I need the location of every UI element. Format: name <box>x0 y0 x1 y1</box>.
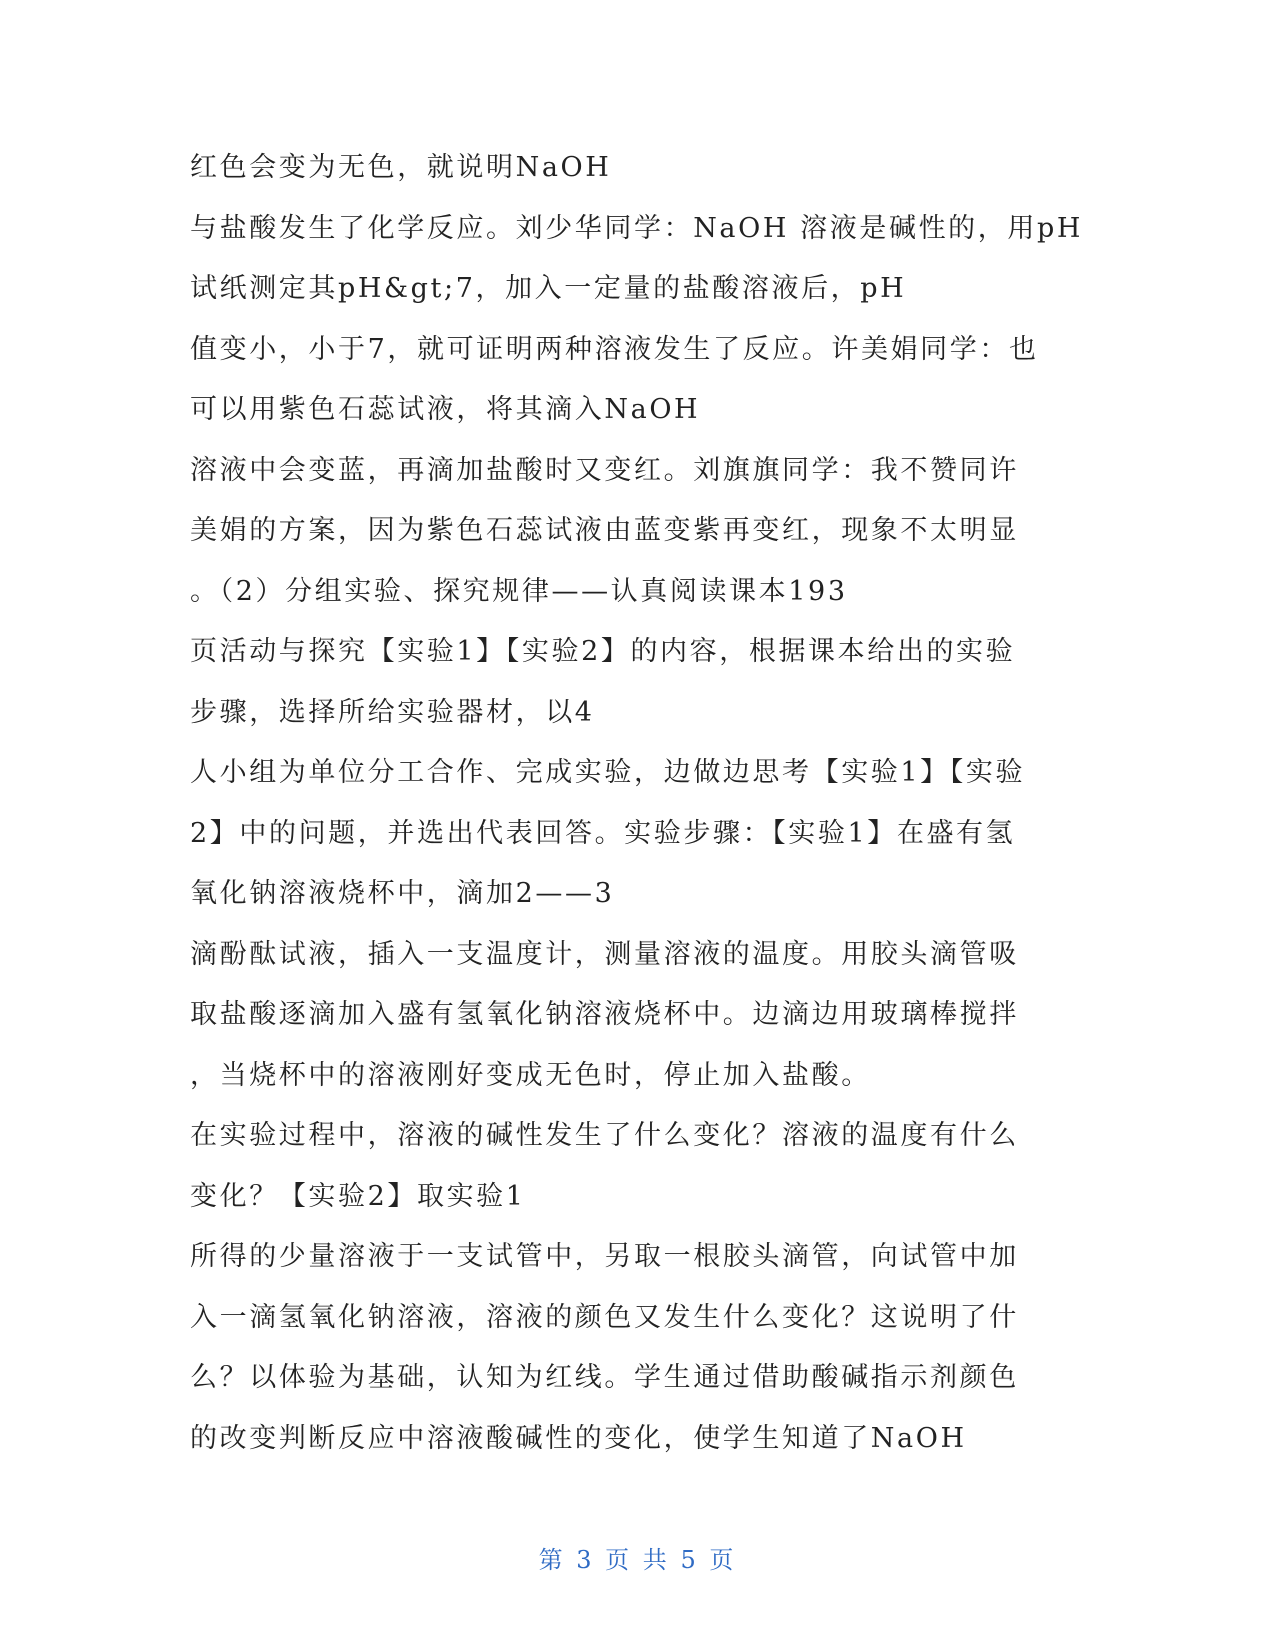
document-body <box>190 148 1090 1479</box>
text-line: 2】中的问题，并选出代表回答。实验步骤：【实验1】在盛有氢 <box>190 817 1016 849</box>
text-line: 。（2）分组实验、探究规律——认真阅读课本193 <box>190 575 848 607</box>
text-line: 与盐酸发生了化学反应。刘少华同学：NaOH 溶液是碱性的，用pH <box>190 212 1084 244</box>
text-line: 人小组为单位分工合作、完成实验，边做边思考【实验1】【实验 <box>190 757 1026 788</box>
text-line: 可以用紫色石蕊试液，将其滴入NaOH <box>190 394 701 425</box>
text-line: 么？以体验为基础，认知为红线。学生通过借助酸碱指示剂颜色 <box>190 1362 1019 1393</box>
text-line: 滴酚酞试液，插入一支温度计，测量溶液的温度。用胶头滴管吸 <box>190 938 1019 970</box>
text-line: 在实验过程中，溶液的碱性发生了什么变化？溶液的温度有什么 <box>190 1120 1019 1151</box>
text-line: 氧化钠溶液烧杯中，滴加2——3 <box>190 878 615 909</box>
text-line: 红色会变为无色，就说明NaOH <box>190 152 612 183</box>
text-line: 变化？【实验2】取实验1 <box>190 1180 526 1212</box>
text-line: 溶液中会变蓝，再滴加盐酸时又变红。刘旗旗同学：我不赞同许 <box>190 454 1019 486</box>
text-line: 步骤，选择所给实验器材，以4 <box>190 696 595 728</box>
text-line: 美娟的方案，因为紫色石蕊试液由蓝变紫再变红，现象不太明显 <box>190 515 1019 546</box>
text-line: 所得的少量溶液于一支试管中，另取一根胶头滴管，向试管中加 <box>190 1241 1019 1272</box>
text-line: 页活动与探究【实验1】【实验2】的内容，根据课本给出的实验 <box>190 636 1016 667</box>
page-number-footer: 第 3 页 共 5 页 <box>538 1546 737 1574</box>
text-line: 取盐酸逐滴加入盛有氢氧化钠溶液烧杯中。边滴边用玻璃棒搅拌 <box>190 999 1019 1030</box>
text-line: 入一滴氢氧化钠溶液，溶液的颜色又发生什么变化？这说明了什 <box>190 1301 1019 1333</box>
text-line: 试纸测定其pH&gt;7，加入一定量的盐酸溶液后，pH <box>190 273 907 304</box>
text-line: 值变小，小于7，就可证明两种溶液发生了反应。许美娟同学：也 <box>190 333 1039 365</box>
text-line: 的改变判断反应中溶液酸碱性的变化，使学生知道了NaOH <box>190 1422 967 1454</box>
text-line: ，当烧杯中的溶液刚好变成无色时，停止加入盐酸。 <box>190 1059 871 1091</box>
